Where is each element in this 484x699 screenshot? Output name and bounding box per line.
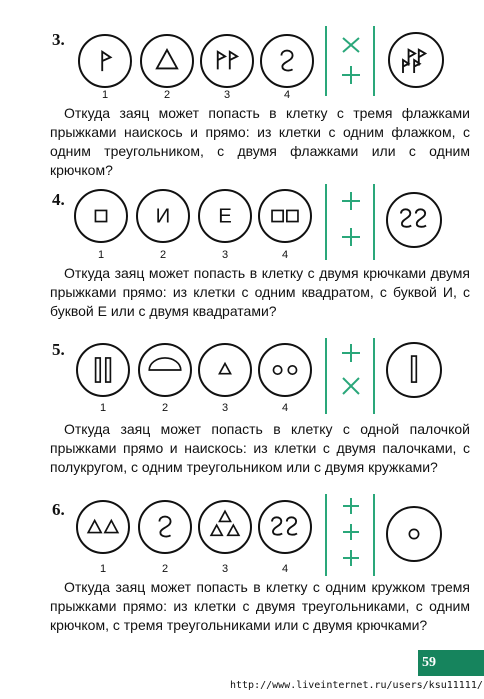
square-icon <box>76 191 126 241</box>
problem-text-content: Откуда заяц может попасть в клетку с одним кружком тремя прыжками прямо: из клетки с двумя треугольниками, с одним крючком, с тремя треугольниками или с двумя крючками? <box>50 579 470 633</box>
option-caption: 2 <box>161 402 169 414</box>
three-triangles-icon <box>200 502 250 552</box>
problem-number: 4. <box>52 190 65 209</box>
option-caption: 1 <box>99 402 107 414</box>
plus-icon <box>342 344 360 362</box>
problem-number: 3. <box>52 30 65 49</box>
two-squares-icon <box>260 191 310 241</box>
option-caption: 4 <box>281 249 289 261</box>
option-caption: 3 <box>221 249 229 261</box>
two-circles-icon <box>260 345 310 395</box>
option-circle-square <box>74 189 128 243</box>
option-circle-two-flags <box>200 34 254 88</box>
triangle-icon <box>142 36 192 86</box>
problem-text-content: Откуда заяц может попасть в клетку с тремя флажками прыжками наискось и прямо: из клетки с одним флажком, с одним треугольником, с двумя флажками или с одним крючком? <box>50 105 470 178</box>
triangle-icon <box>200 345 250 395</box>
hook-icon <box>262 36 312 86</box>
option-caption: 2 <box>159 249 167 261</box>
divider-line <box>325 338 327 414</box>
plus-icon <box>343 498 359 514</box>
stick-icon <box>388 344 440 396</box>
watermark-url: http://www.liveinternet.ru/users/ksu11111/ <box>230 680 483 691</box>
option-circle-three-triangles <box>198 500 252 554</box>
plus-icon <box>342 66 360 84</box>
letter-i: И <box>155 205 171 228</box>
divider-line <box>373 184 375 260</box>
problem-text <box>50 578 470 635</box>
problem-text <box>50 420 470 477</box>
option-circle-triangle <box>140 34 194 88</box>
divider-line <box>373 338 375 414</box>
option-circle-letter-e <box>198 189 252 243</box>
page-number-badge <box>418 650 484 676</box>
diagonal-cross-icon <box>343 378 359 394</box>
letter-e-icon <box>200 191 250 241</box>
plus-icon <box>342 192 360 210</box>
target-circle-one-stick <box>386 342 442 398</box>
circle-icon <box>388 508 440 560</box>
two-flags-icon <box>202 36 252 86</box>
option-circle-small-triangle <box>198 343 252 397</box>
problem-number: 6. <box>52 500 65 519</box>
option-caption: 2 <box>161 563 169 575</box>
operator-column <box>336 32 366 92</box>
plus-icon <box>343 550 359 566</box>
divider-line <box>325 494 327 576</box>
problem-text-content: Откуда заяц может попасть в клетку с двумя крючками двумя прыжками прямо: из клетки с одним квадратом, с буквой И, с буквой Е или с двумя квадратами? <box>50 265 470 319</box>
two-sticks-icon <box>78 345 128 395</box>
option-circle-hook <box>138 500 192 554</box>
option-caption: 3 <box>221 563 229 575</box>
option-circle-semicircle <box>138 343 192 397</box>
letter-e: Е <box>218 205 232 228</box>
divider-line <box>373 26 375 96</box>
option-circle-two-triangles <box>76 500 130 554</box>
target-circle-one-circle <box>386 506 442 562</box>
option-caption: 3 <box>221 402 229 414</box>
divider-line <box>373 494 375 576</box>
option-caption: 2 <box>163 89 171 101</box>
option-circle-hook <box>260 34 314 88</box>
plus-icon <box>342 228 360 246</box>
two-hooks-icon <box>260 502 310 552</box>
hook-icon <box>140 502 190 552</box>
divider-line <box>325 26 327 96</box>
operator-column <box>336 494 366 576</box>
option-circle-two-sticks <box>76 343 130 397</box>
diagonal-cross-icon <box>343 38 359 52</box>
problem-text-content: Откуда заяц может попасть в клетку с одной палочкой прыжками прямо и наискось: из клетки с двумя палочками, с полукругом, с одним треугольником или с двумя кружками? <box>50 421 470 475</box>
option-circle-two-hooks <box>258 500 312 554</box>
option-caption: 1 <box>97 249 105 261</box>
option-circle-letter-i <box>136 189 190 243</box>
target-circle-three-flags <box>388 32 444 88</box>
option-caption: 1 <box>99 563 107 575</box>
plus-icon <box>343 524 359 540</box>
operator-column <box>336 188 366 252</box>
problem-text <box>50 264 470 321</box>
problem-text <box>50 104 470 180</box>
target-circle-two-hooks <box>386 192 442 248</box>
two-hooks-icon <box>388 194 440 246</box>
option-caption: 3 <box>223 89 231 101</box>
two-triangles-icon <box>78 502 128 552</box>
option-caption: 1 <box>101 89 109 101</box>
operator-column <box>336 342 366 406</box>
option-caption: 4 <box>281 402 289 414</box>
page-number: 59 <box>422 655 436 670</box>
option-caption: 4 <box>281 563 289 575</box>
option-circle-single-flag <box>78 34 132 88</box>
letter-i-icon <box>138 191 188 241</box>
option-circle-two-squares <box>258 189 312 243</box>
divider-line <box>325 184 327 260</box>
three-flags-icon <box>390 34 442 86</box>
semicircle-icon <box>140 345 190 395</box>
option-circle-two-small-circles <box>258 343 312 397</box>
option-caption: 4 <box>283 89 291 101</box>
problem-number: 5. <box>52 340 65 359</box>
flag-icon <box>80 36 130 86</box>
